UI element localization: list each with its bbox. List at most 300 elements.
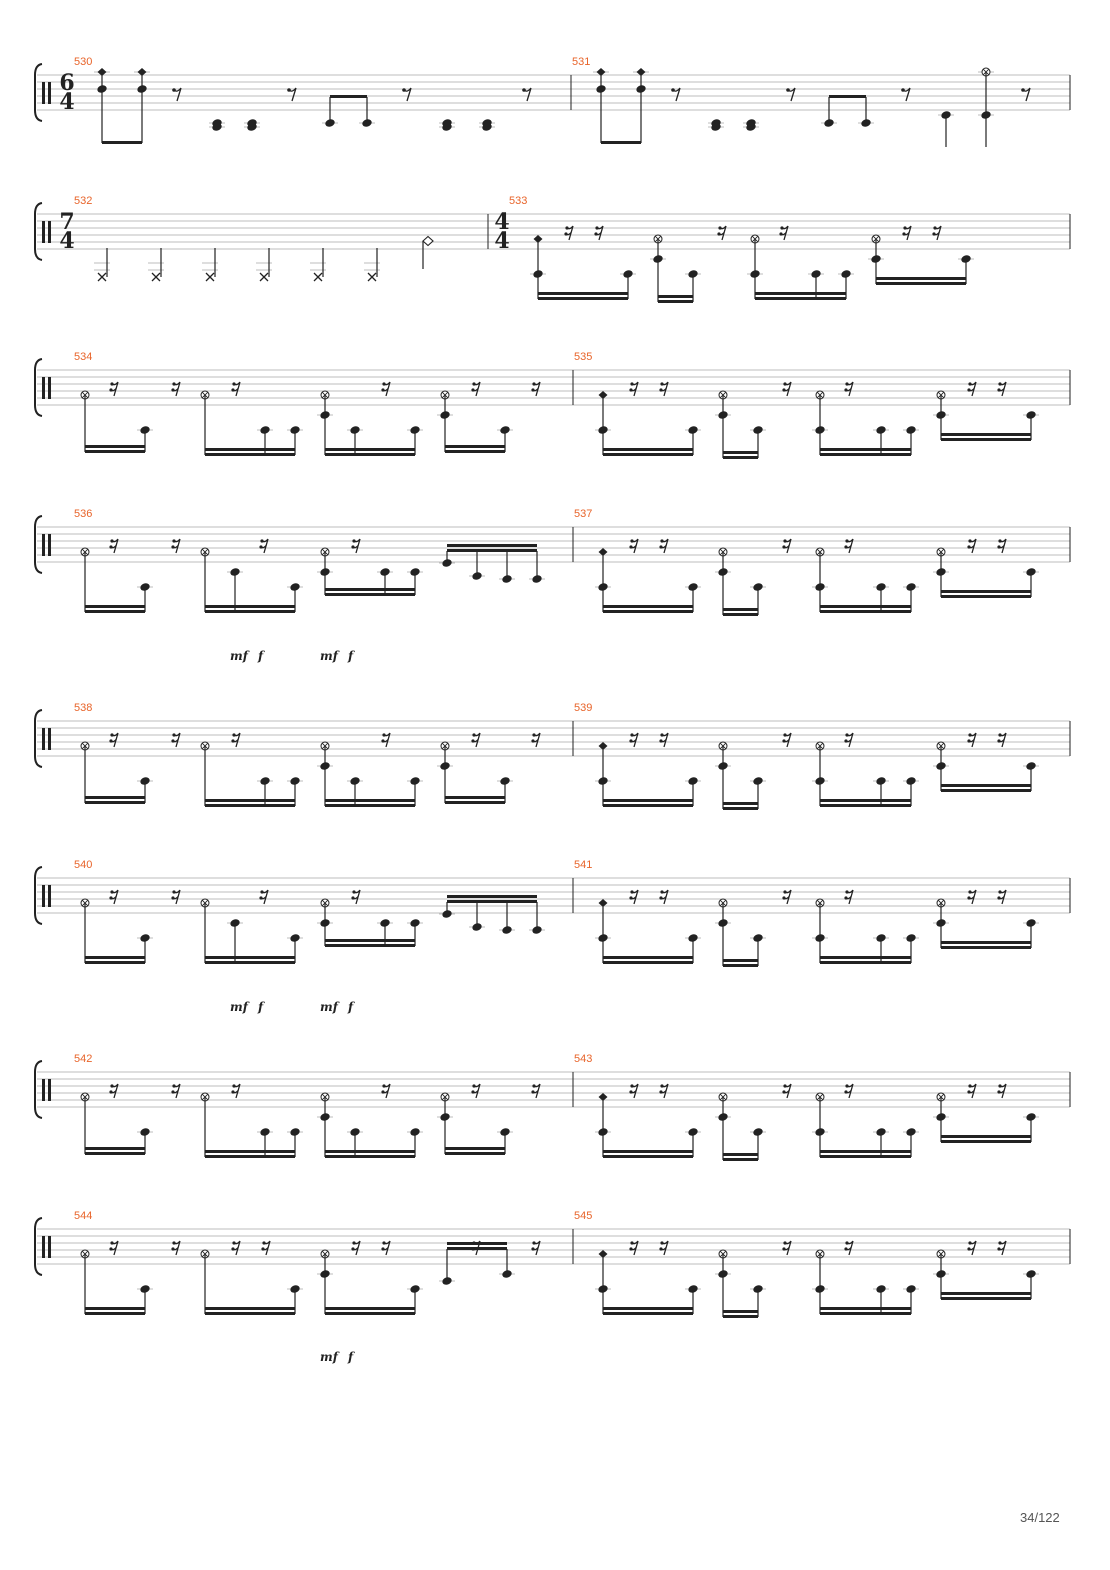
beam: [603, 610, 693, 613]
sixteenth-rest: [659, 545, 662, 548]
beam: [820, 453, 911, 456]
beam: [85, 1312, 145, 1315]
sixteenth-rest: [968, 1241, 971, 1244]
hihat-note-head: [98, 273, 106, 281]
beam: [447, 544, 537, 547]
beam: [603, 448, 693, 451]
time-signature-denominator: 4: [59, 228, 75, 254]
dynamic-mark: mf: [320, 649, 338, 663]
hihat-note-head: [314, 273, 322, 281]
time-signature-denominator: 4: [494, 228, 510, 254]
sixteenth-rest: [783, 890, 786, 893]
sixteenth-rest: [630, 890, 633, 893]
beam: [820, 799, 911, 802]
beam: [445, 1147, 505, 1150]
sixteenth-rest: [845, 382, 848, 385]
beam: [205, 448, 295, 451]
sixteenth-rest: [352, 539, 355, 542]
hihat-note-head: [152, 273, 160, 281]
beam: [205, 1307, 295, 1310]
system-bracket: [35, 359, 42, 416]
beam: [85, 1147, 145, 1150]
sixteenth-rest: [659, 1247, 662, 1250]
sixteenth-rest: [471, 739, 474, 742]
sixteenth-rest: [381, 388, 384, 391]
measure-number: 545: [574, 1210, 593, 1222]
sixteenth-rest: [844, 1090, 847, 1093]
eighth-rest: [522, 88, 526, 92]
beam: [205, 961, 295, 964]
sixteenth-rest: [171, 1090, 174, 1093]
sixteenth-rest: [351, 545, 354, 548]
beam: [820, 1150, 911, 1153]
beam: [85, 1307, 145, 1310]
beam: [755, 292, 846, 295]
sixteenth-rest: [171, 388, 174, 391]
beam: [820, 1312, 911, 1315]
sixteenth-rest: [110, 1241, 113, 1244]
sixteenth-rest: [997, 896, 1000, 899]
measure-number: 540: [74, 859, 93, 871]
beam: [102, 141, 142, 144]
beam: [85, 956, 145, 959]
sixteenth-rest: [172, 1241, 175, 1244]
sixteenth-rest: [845, 733, 848, 736]
dynamic-mark: mf: [230, 1000, 248, 1014]
dynamic-mark: mf: [230, 649, 248, 663]
percussion-clef: [48, 82, 51, 104]
beam: [538, 297, 628, 300]
beam: [603, 1312, 693, 1315]
sixteenth-rest: [997, 1090, 1000, 1093]
sixteenth-rest: [783, 1084, 786, 1087]
measure-number: 533: [509, 195, 528, 207]
beam: [325, 1307, 415, 1310]
sixteenth-rest: [531, 1247, 534, 1250]
beam: [603, 804, 693, 807]
beam: [601, 141, 641, 144]
sixteenth-rest: [968, 890, 971, 893]
percussion-clef: [42, 728, 45, 750]
beam: [820, 804, 911, 807]
sixteenth-rest: [783, 1241, 786, 1244]
sixteenth-rest: [232, 382, 235, 385]
percussion-clef: [48, 1236, 51, 1258]
beam: [603, 605, 693, 608]
sixteenth-rest: [381, 1247, 384, 1250]
percussion-clef: [42, 1079, 45, 1101]
sixteenth-rest: [531, 739, 534, 742]
dynamic-mark: f: [258, 1000, 264, 1014]
sixteenth-rest: [231, 1090, 234, 1093]
beam: [723, 1315, 758, 1318]
sixteenth-rest: [779, 232, 782, 235]
sixteenth-rest: [782, 896, 785, 899]
beam: [723, 1153, 758, 1156]
sixteenth-rest: [967, 896, 970, 899]
beam: [658, 300, 693, 303]
sixteenth-rest: [660, 733, 663, 736]
sixteenth-rest: [231, 739, 234, 742]
sixteenth-rest: [532, 1241, 535, 1244]
sixteenth-rest: [629, 1247, 632, 1250]
sixteenth-rest: [630, 539, 633, 542]
sixteenth-rest: [844, 896, 847, 899]
beam: [723, 964, 758, 967]
sixteenth-rest: [351, 1247, 354, 1250]
sixteenth-rest: [660, 890, 663, 893]
beam: [85, 796, 145, 799]
beam: [445, 801, 505, 804]
sixteenth-rest: [259, 545, 262, 548]
sixteenth-rest: [109, 739, 112, 742]
sixteenth-rest: [471, 1090, 474, 1093]
beam: [205, 799, 295, 802]
staff-system: [35, 351, 1070, 459]
beam: [205, 605, 295, 608]
beam: [445, 796, 505, 799]
beam: [820, 610, 911, 613]
sixteenth-rest: [844, 388, 847, 391]
eighth-rest: [671, 88, 675, 92]
sixteenth-rest: [232, 1241, 235, 1244]
sixteenth-rest: [171, 1247, 174, 1250]
page-number: 34/122: [1020, 1510, 1060, 1525]
sixteenth-rest: [231, 1247, 234, 1250]
sixteenth-rest: [231, 388, 234, 391]
sixteenth-rest: [630, 1241, 633, 1244]
sixteenth-rest: [782, 1090, 785, 1093]
beam: [85, 605, 145, 608]
sixteenth-rest: [998, 382, 1001, 385]
beam: [325, 1150, 415, 1153]
measure-number: 530: [74, 56, 93, 68]
percussion-clef: [42, 377, 45, 399]
beam: [85, 961, 145, 964]
sixteenth-rest: [261, 1247, 264, 1250]
hihat-note-head: [206, 273, 214, 281]
beam: [205, 610, 295, 613]
sixteenth-rest: [933, 226, 936, 229]
beam: [205, 956, 295, 959]
beam: [820, 448, 911, 451]
beam: [820, 605, 911, 608]
sixteenth-rest: [998, 1241, 1001, 1244]
sixteenth-rest: [532, 733, 535, 736]
beam: [85, 450, 145, 453]
beam: [325, 588, 415, 591]
measure-number: 538: [74, 702, 93, 714]
sixteenth-rest: [382, 382, 385, 385]
sixteenth-rest: [172, 890, 175, 893]
beam: [325, 1312, 415, 1315]
sixteenth-rest: [629, 1090, 632, 1093]
sixteenth-rest: [171, 545, 174, 548]
sixteenth-rest: [172, 539, 175, 542]
sixteenth-rest: [782, 739, 785, 742]
beam: [205, 1312, 295, 1315]
measure-number: 532: [74, 195, 93, 207]
sixteenth-rest: [780, 226, 783, 229]
sixteenth-rest: [232, 1084, 235, 1087]
sixteenth-rest: [110, 890, 113, 893]
sixteenth-rest: [997, 1247, 1000, 1250]
beam: [85, 1152, 145, 1155]
sixteenth-rest: [352, 1241, 355, 1244]
sixteenth-rest: [660, 382, 663, 385]
sixteenth-rest: [845, 539, 848, 542]
sixteenth-rest: [932, 232, 935, 235]
beam: [941, 941, 1031, 944]
beam: [723, 451, 758, 454]
sixteenth-rest: [110, 382, 113, 385]
percussion-clef: [48, 377, 51, 399]
beam: [325, 804, 415, 807]
beam: [829, 95, 866, 98]
sixteenth-rest: [968, 1084, 971, 1087]
beam: [941, 946, 1031, 949]
sixteenth-rest: [629, 545, 632, 548]
beam: [85, 801, 145, 804]
sixteenth-rest: [717, 232, 720, 235]
beam: [941, 1297, 1031, 1300]
beam: [876, 282, 966, 285]
beam: [445, 450, 505, 453]
sixteenth-rest: [659, 896, 662, 899]
measure-number: 539: [574, 702, 593, 714]
beam: [538, 292, 628, 295]
staff-system: [35, 56, 1070, 147]
beam: [85, 610, 145, 613]
beam: [325, 944, 415, 947]
beam: [941, 1135, 1031, 1138]
beam: [820, 1155, 911, 1158]
beam: [325, 448, 415, 451]
beam: [820, 1307, 911, 1310]
sixteenth-rest: [782, 545, 785, 548]
sixteenth-rest: [472, 733, 475, 736]
time-signature-numerator: 4: [494, 209, 510, 235]
beam: [941, 438, 1031, 441]
sixteenth-rest: [782, 1247, 785, 1250]
measure-number: 531: [572, 56, 591, 68]
sixteenth-rest: [660, 539, 663, 542]
sixteenth-rest: [967, 545, 970, 548]
sixteenth-rest: [659, 388, 662, 391]
sixteenth-rest: [259, 896, 262, 899]
system-bracket: [35, 1061, 42, 1118]
beam: [447, 900, 537, 903]
beam: [447, 895, 537, 898]
sixteenth-rest: [381, 1090, 384, 1093]
sixteenth-rest: [565, 226, 568, 229]
system-bracket: [35, 710, 42, 767]
beam: [941, 1140, 1031, 1143]
sixteenth-rest: [382, 733, 385, 736]
sixteenth-rest: [471, 1247, 474, 1250]
sixteenth-rest: [967, 388, 970, 391]
system-bracket: [35, 203, 42, 260]
sixteenth-rest: [532, 1084, 535, 1087]
sixteenth-rest: [172, 733, 175, 736]
beam: [603, 799, 693, 802]
percussion-clef: [48, 1079, 51, 1101]
dynamic-mark: f: [348, 1350, 354, 1364]
eighth-rest: [287, 88, 291, 92]
sixteenth-rest: [902, 232, 905, 235]
beam: [723, 613, 758, 616]
eighth-rest: [172, 88, 176, 92]
sixteenth-rest: [783, 733, 786, 736]
system-bracket: [35, 516, 42, 573]
staff-system: [35, 1210, 1070, 1364]
beam: [325, 799, 415, 802]
system-bracket: [35, 64, 42, 121]
sixteenth-rest: [630, 382, 633, 385]
staff-system: [35, 702, 1070, 810]
sixteenth-rest: [172, 382, 175, 385]
sixteenth-rest: [260, 539, 263, 542]
beam: [603, 1150, 693, 1153]
sixteenth-rest: [845, 890, 848, 893]
beam: [603, 956, 693, 959]
dynamic-mark: f: [348, 649, 354, 663]
sixteenth-rest: [998, 733, 1001, 736]
sixteenth-rest: [967, 739, 970, 742]
beam: [941, 1292, 1031, 1295]
sixteenth-rest: [968, 382, 971, 385]
dynamic-mark: f: [348, 1000, 354, 1014]
percussion-clef: [42, 885, 45, 907]
sixteenth-rest: [782, 388, 785, 391]
beam: [447, 549, 537, 552]
measure-number: 541: [574, 859, 593, 871]
beam: [205, 1155, 295, 1158]
beam: [205, 453, 295, 456]
sixteenth-rest: [718, 226, 721, 229]
beam: [205, 804, 295, 807]
sixteenth-rest: [903, 226, 906, 229]
eighth-rest: [901, 88, 905, 92]
staff-system: [35, 1053, 1070, 1161]
beam: [876, 277, 966, 280]
staff-system: [35, 508, 1070, 663]
measure-number: 535: [574, 351, 593, 363]
eighth-rest: [402, 88, 406, 92]
sixteenth-rest: [564, 232, 567, 235]
sixteenth-rest: [110, 733, 113, 736]
sixteenth-rest: [171, 739, 174, 742]
sixteenth-rest: [352, 890, 355, 893]
sixteenth-rest: [660, 1241, 663, 1244]
sixteenth-rest: [997, 545, 1000, 548]
sixteenth-rest: [471, 388, 474, 391]
percussion-clef: [42, 82, 45, 104]
system-bracket: [35, 1218, 42, 1275]
beam: [941, 595, 1031, 598]
beam: [723, 959, 758, 962]
sixteenth-rest: [109, 388, 112, 391]
measure-number: 537: [574, 508, 593, 520]
beam: [820, 961, 911, 964]
sixteenth-rest: [630, 733, 633, 736]
sixteenth-rest: [844, 545, 847, 548]
percussion-clef: [48, 221, 51, 243]
sixteenth-rest: [997, 739, 1000, 742]
sixteenth-rest: [532, 382, 535, 385]
beam: [723, 456, 758, 459]
time-signature-numerator: 7: [59, 209, 75, 235]
sixteenth-rest: [382, 1084, 385, 1087]
open-note-head: [423, 237, 433, 246]
beam: [445, 1152, 505, 1155]
beam: [603, 1307, 693, 1310]
hihat-note-head: [368, 273, 376, 281]
sixteenth-rest: [381, 739, 384, 742]
beam: [603, 961, 693, 964]
beam: [325, 453, 415, 456]
eighth-rest: [786, 88, 790, 92]
sixteenth-rest: [172, 1084, 175, 1087]
measure-number: 536: [74, 508, 93, 520]
sixteenth-rest: [260, 890, 263, 893]
beam: [325, 1155, 415, 1158]
sixteenth-rest: [998, 890, 1001, 893]
beam: [941, 784, 1031, 787]
sixteenth-rest: [109, 1247, 112, 1250]
time-signature-numerator: 6: [59, 70, 75, 96]
sixteenth-rest: [660, 1084, 663, 1087]
system-bracket: [35, 867, 42, 924]
beam: [330, 95, 367, 98]
beam: [325, 593, 415, 596]
sixteenth-rest: [351, 896, 354, 899]
sixteenth-rest: [531, 1090, 534, 1093]
sixteenth-rest: [171, 896, 174, 899]
sixteenth-rest: [998, 539, 1001, 542]
beam: [941, 433, 1031, 436]
time-signature-denominator: 4: [59, 89, 75, 115]
sixteenth-rest: [531, 388, 534, 391]
hihat-note-head: [260, 273, 268, 281]
sixteenth-rest: [472, 1241, 475, 1244]
dynamic-mark: mf: [320, 1000, 338, 1014]
sixteenth-rest: [998, 1084, 1001, 1087]
sixteenth-rest: [382, 1241, 385, 1244]
sixteenth-rest: [109, 545, 112, 548]
sixteenth-rest: [472, 1084, 475, 1087]
measure-number: 543: [574, 1053, 593, 1065]
sixteenth-rest: [997, 388, 1000, 391]
sixteenth-rest: [472, 382, 475, 385]
beam: [755, 297, 846, 300]
beam: [723, 1310, 758, 1313]
percussion-clef: [48, 885, 51, 907]
beam: [85, 445, 145, 448]
sixteenth-rest: [262, 1241, 265, 1244]
beam: [445, 445, 505, 448]
sixteenth-rest: [659, 1090, 662, 1093]
beam: [603, 1155, 693, 1158]
beam: [820, 956, 911, 959]
sixteenth-rest: [845, 1084, 848, 1087]
sixteenth-rest: [968, 733, 971, 736]
dynamic-mark: mf: [320, 1350, 338, 1364]
measure-number: 544: [74, 1210, 93, 1222]
measure-number: 534: [74, 351, 93, 363]
sixteenth-rest: [783, 382, 786, 385]
beam: [325, 939, 415, 942]
